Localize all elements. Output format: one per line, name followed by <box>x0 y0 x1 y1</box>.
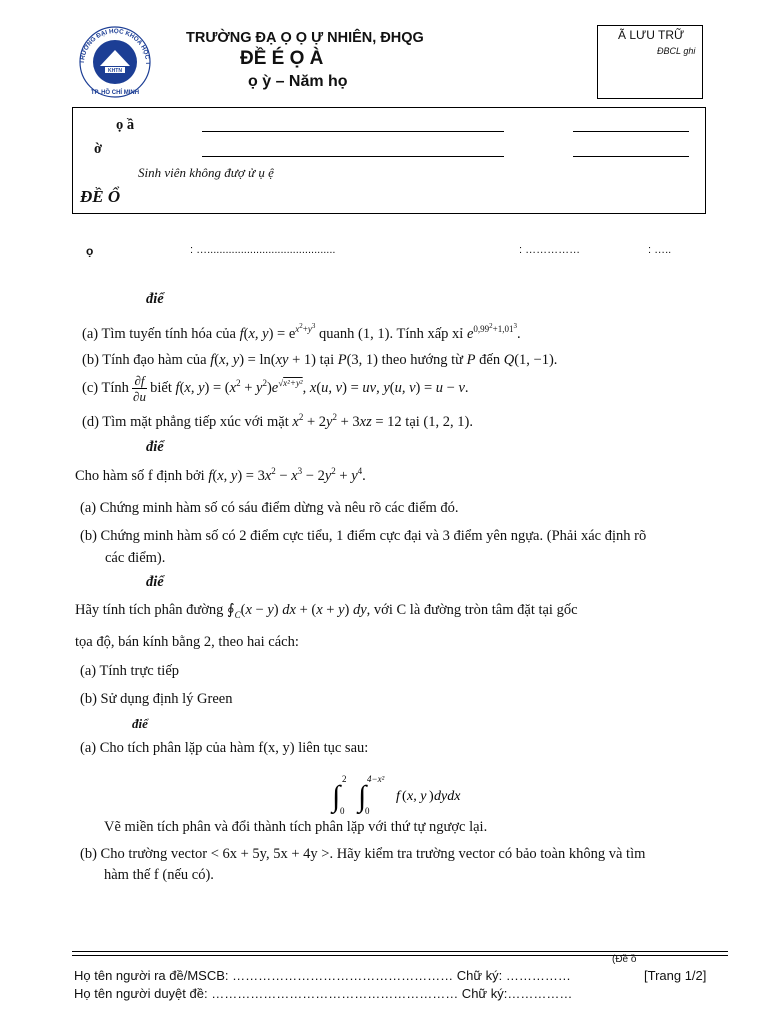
q1d-text1: Tìm mặt phẳng tiếp xúc với mặt <box>102 413 289 430</box>
svg-text:0: 0 <box>340 806 345 816</box>
q2b-label: (b) <box>80 528 97 544</box>
svg-text:0: 0 <box>365 806 370 816</box>
info-row1-label: ọ ầ <box>116 117 135 133</box>
q3b <box>80 691 232 708</box>
q1c: (c) Tính $\frac{\partial f}{\partial u}$ biết f(x, $y) = (x^2 + y^2)e^{√x^2+y^2}$, x(u, v) = uv, y(u, v) = u − v. <box>82 373 469 404</box>
q2a-text: Chứng minh hàm số có sáu điểm dừng và nêu rõ các điểm đó. <box>99 500 459 516</box>
q1b-label: (b) <box>82 352 99 368</box>
svg-text:x, y: x, y <box>407 789 427 804</box>
q3a-label: (a) <box>80 663 97 679</box>
student-id-field[interactable]: : …………… <box>519 244 581 256</box>
svg-text:TRƯỜNG ĐẠI HỌC KHOA HỌC TỰ NHI: TRƯỜNG ĐẠI HỌC KHOA HỌC T <box>78 27 152 66</box>
svg-text:TP. HỒ CHÍ MINH: TP. HỒ CHÍ MINH <box>90 90 140 96</box>
q1a-formula: f <box>239 325 244 342</box>
q3-intro2: , với C là đường tròn tâm đặt tại gốc <box>366 602 578 618</box>
info-row2-line-right <box>573 156 689 157</box>
svg-text:4−x²: 4−x² <box>367 774 385 784</box>
q1c-text1: Tính <box>101 379 129 396</box>
q4a <box>80 740 368 757</box>
q2b <box>80 528 720 545</box>
q1d: (d) Tìm mặt phẳng tiếp xúc với mặt $x^2 + 2y^2 + 3xz = 12$ tại (1, 2, 1). <box>82 412 473 430</box>
svg-text:f: f <box>396 789 400 804</box>
q1a-text1: Tìm tuyến tính hóa của <box>101 325 236 342</box>
footer-rule-1 <box>72 951 728 952</box>
archive-note: ĐBCL ghi <box>657 46 696 56</box>
q3-heading: điể <box>146 574 164 590</box>
q4b-label: (b) <box>80 846 97 862</box>
q1b-text3: theo hướng từ <box>381 352 464 368</box>
q1b-text2: tại <box>319 352 335 368</box>
q2a-label: (a) <box>80 500 97 516</box>
q1a: (a) Tìm tuyến tính hóa của f(x, $y) = e^{x^2+y^3}$ quanh (1, 1). Tính xấp xỉ $e^{0,99^2+1,01^3}$. <box>82 322 521 342</box>
q2b-text1: Chứng minh hàm số có 2 điểm cực tiểu, 1 điểm cực đại và 3 điểm yên ngựa. (Phải xác định rõ <box>100 528 647 544</box>
exam-label: ĐỀ Ổ <box>80 187 121 206</box>
svg-text:∫: ∫ <box>332 780 341 813</box>
q2-intro-text: Cho hàm số f định bởi <box>75 467 205 484</box>
q1b-text4: đến <box>479 352 501 368</box>
svg-text:(: ( <box>402 789 407 804</box>
q1b-text1: Tính đạo hàm của <box>102 352 207 368</box>
q1c-fraction: $\frac{\partial f}{\partial u}$ <box>133 373 146 404</box>
exam-term: ọ ỳ – Năm họ <box>248 73 348 90</box>
svg-text:): ) <box>429 789 434 804</box>
university-logo <box>74 20 156 98</box>
q4b-cont: hàm thế f (nếu có). <box>104 867 214 883</box>
footer-reviewer: Họ tên người duyệt đề: ………………………………………………… Chữ ký:…………… <box>74 986 573 1001</box>
info-row1-line <box>202 131 504 132</box>
q3-intro3: tọa độ, bán kính bằng 2, theo hai cách: <box>75 634 299 650</box>
info-row2-label: ờ <box>94 141 103 157</box>
university-name: TRƯỜNG ĐẠ Ọ Ọ Ự NHIÊN, ĐHQG <box>186 30 424 46</box>
q4a-text: Cho tích phân lặp của hàm f(x, y) liên tục sau: <box>99 740 369 756</box>
q2a <box>80 500 459 517</box>
q2b-cont: các điểm). <box>105 550 166 566</box>
info-notice: Sinh viên không đượ ử ụ ệ <box>138 165 274 180</box>
q1-heading: điể <box>146 291 164 307</box>
student-label: ọ <box>86 244 94 258</box>
q1c-text2: biết <box>150 379 172 396</box>
footer-author: Họ tên người ra đề/MSCB: …………………………………………… Chữ ký: …………… <box>74 968 571 983</box>
info-row2-line <box>202 156 504 157</box>
footer-note: (Đề ồ <box>612 954 637 965</box>
svg-text:∫: ∫ <box>358 780 367 813</box>
q2-intro: Cho hàm số f định bởi f(x, $y) = 3x^2 - x^3 - 2y^2 + y^4$. <box>75 466 366 484</box>
q4b-text1: Cho trường vector < 6x + 5y, 5x + 4y >. Hãy kiểm tra trường vector có bảo toàn không và tìm <box>100 846 646 862</box>
student-name-field[interactable]: : ….......................................... <box>190 244 336 256</box>
student-seat-field[interactable]: : ….. <box>648 244 672 256</box>
q3-intro1: Hãy tính tích phân đường <box>75 602 224 618</box>
q4a-after: Vẽ miền tích phân và đổi thành tích phân lặp với thứ tự ngược lại. <box>104 819 488 835</box>
info-row1-line-right <box>573 131 689 132</box>
exam-info-box <box>72 107 706 214</box>
exam-title: ĐỀ É Ọ À <box>240 48 324 69</box>
q1d-label: (d) <box>82 413 99 430</box>
q1d-text2: tại (1, 2, 1). <box>405 413 473 430</box>
q3a <box>80 663 179 680</box>
svg-text:KHTN: KHTN <box>108 68 122 74</box>
q4b <box>80 846 725 863</box>
q3b-label: (b) <box>80 691 97 707</box>
q4a-label: (a) <box>80 740 97 756</box>
svg-text:dydx: dydx <box>434 789 461 804</box>
svg-text:2: 2 <box>342 774 347 784</box>
q2-heading: điể <box>146 439 164 455</box>
q1c-label: (c) <box>82 379 99 396</box>
q1a-text2: quanh (1, 1). Tính xấp xỉ <box>319 325 464 342</box>
q1a-label: (a) <box>82 325 99 342</box>
q1b: (b) Tính đạo hàm của f(x, y) = ln(xy + 1) tại P(3, 1) theo hướng từ P đến Q(1, −1). <box>82 352 558 368</box>
archive-title: Ã LƯU TRỮ <box>618 28 685 42</box>
q4-heading: điể <box>132 716 148 731</box>
iterated-integral <box>330 772 490 816</box>
q3-intro: Hãy tính tích phân đường $∮_C(x - y)$ dx + (x + y) dy, với C là đường tròn tâm đặt tại gốc <box>75 602 578 620</box>
q3b-text: Sử dụng định lý Green <box>100 691 233 707</box>
q3a-text: Tính trực tiếp <box>99 663 179 679</box>
footer-page: [Trang 1/2] <box>644 968 707 983</box>
